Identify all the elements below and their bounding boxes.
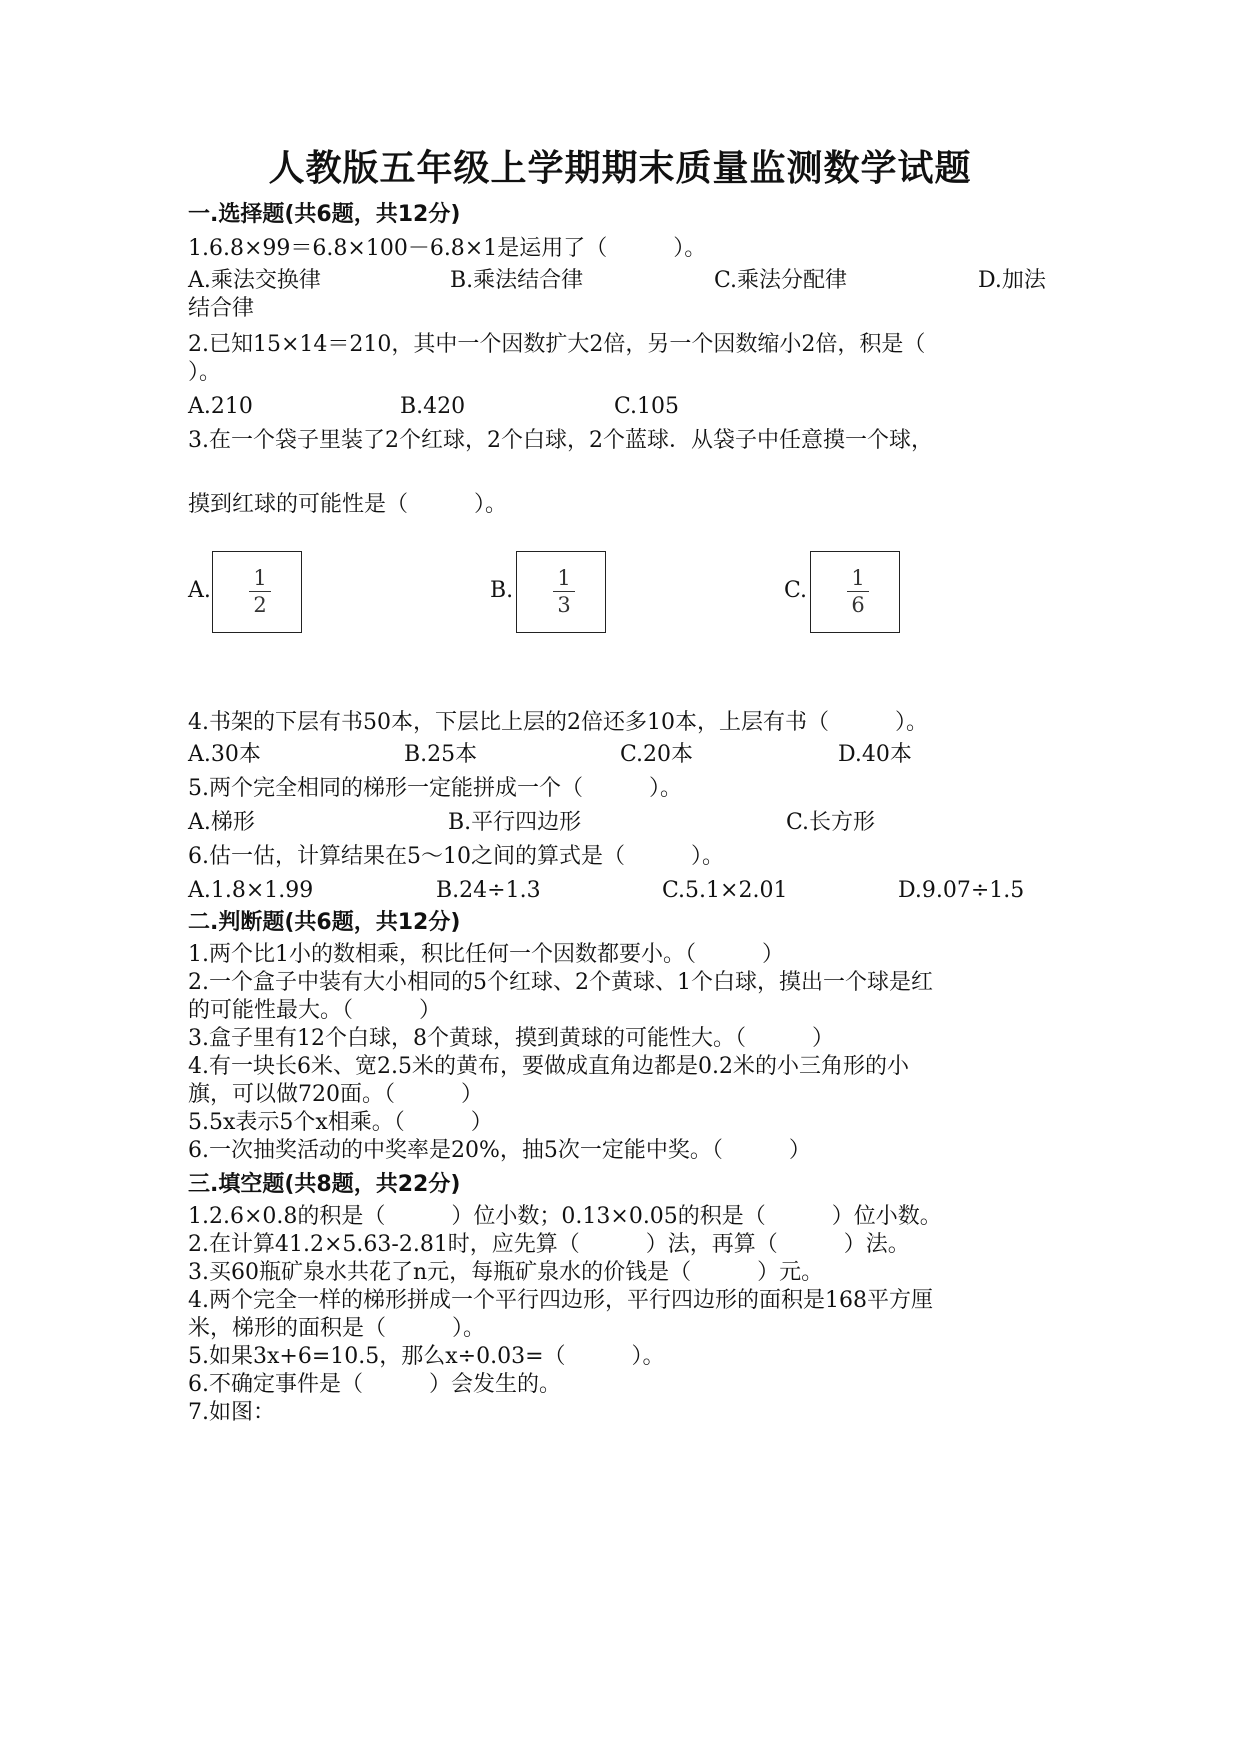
fraction-denominator: 3: [557, 593, 571, 617]
question-4-option-a: A.30本: [188, 742, 261, 767]
fill-line: 3.买60瓶矿泉水共花了n元，每瓶矿泉水的价钱是（ ）元。: [188, 1260, 824, 1285]
section-fill-heading: 三.填空题(共8题，共22分): [188, 1172, 461, 1197]
fraction-numerator: 1: [557, 566, 571, 590]
fraction-denominator: 6: [851, 593, 865, 617]
judge-line: 6.一次抽奖活动的中奖率是20%，抽5次一定能中奖。（ ）: [188, 1138, 811, 1163]
fraction-numerator: 1: [253, 566, 267, 590]
judge-line: 4.有一块长6米、宽2.5米的黄布，要做成直角边都是0.2米的小三角形的小: [188, 1054, 909, 1079]
fraction-one-third: [553, 566, 575, 617]
question-5-option-b: B.平行四边形: [448, 810, 582, 835]
judge-line: 旗，可以做720面。（ ）: [188, 1082, 483, 1107]
question-4-option-d: D.40本: [838, 742, 912, 767]
fraction-numerator: 1: [851, 566, 865, 590]
question-4-option-b: B.25本: [404, 742, 478, 767]
question-6-option-b: B.24÷1.3: [436, 878, 541, 903]
question-3-option-b-box: [516, 551, 606, 633]
question-4-stem: 4.书架的下层有书50本，下层比上层的2倍还多10本，上层有书（ ）。: [188, 710, 928, 735]
question-2-stem-cont: ）。: [188, 360, 222, 385]
question-5-stem: 5.两个完全相同的梯形一定能拼成一个（ ）。: [188, 776, 682, 801]
fill-line: 2.在计算41.2×5.63-2.81时，应先算（ ）法，再算（ ）法。: [188, 1232, 910, 1257]
fill-line: 5.如果3x+6=10.5，那么x÷0.03=（ ）。: [188, 1344, 665, 1369]
fraction-one-sixth: [847, 566, 869, 617]
question-6-stem: 6.估一估，计算结果在5～10之间的算式是（ ）。: [188, 844, 724, 869]
question-2-stem: 2.已知15×14＝210，其中一个因数扩大2倍，另一个因数缩小2倍，积是（: [188, 332, 926, 357]
judge-line: 2.一个盒子中装有大小相同的5个红球、2个黄球、1个白球，摸出一个球是红: [188, 970, 933, 995]
question-1-stem: 1.6.8×99＝6.8×100－6.8×1是运用了（ ）。: [188, 236, 707, 261]
page-title: 人教版五年级上学期期末质量监测数学试题: [268, 148, 972, 189]
fraction-bar: [249, 591, 271, 592]
question-2-option-b: B.420: [400, 394, 466, 419]
question-3-option-a-box: [212, 551, 302, 633]
fraction-bar: [847, 591, 869, 592]
fill-line: 4.两个完全一样的梯形拼成一个平行四边形，平行四边形的面积是168平方厘: [188, 1288, 933, 1313]
section-judge-heading: 二.判断题(共6题，共12分): [188, 910, 461, 935]
question-5-option-a: A.梯形: [188, 810, 255, 835]
judge-line: 5.5x表示5个x相乘。（ ）: [188, 1110, 493, 1135]
fill-line: 6.不确定事件是（ ）会发生的。: [188, 1372, 561, 1397]
section-choice-heading: 一.选择题(共6题，共12分): [188, 202, 461, 227]
question-3-stem-cont: 摸到红球的可能性是（ ）。: [188, 492, 508, 517]
fraction-denominator: 2: [253, 593, 267, 617]
question-2-option-a: A.210: [188, 394, 253, 419]
question-3-option-b-label: B.: [490, 578, 514, 603]
fill-line: 7.如图：: [188, 1400, 275, 1425]
question-2-option-c: C.105: [614, 394, 680, 419]
question-1-option-a: A.乘法交换律: [188, 268, 321, 293]
judge-line: 1.两个比1小的数相乘，积比任何一个因数都要小。（ ）: [188, 942, 784, 967]
question-1-option-c: C.乘法分配律: [714, 268, 848, 293]
fill-line: 米，梯形的面积是（ ）。: [188, 1316, 486, 1341]
question-1-option-b: B.乘法结合律: [450, 268, 584, 293]
question-3-option-a-label: A.: [188, 578, 211, 603]
question-1-option-d: D.加法: [978, 268, 1046, 293]
fraction-bar: [553, 591, 575, 592]
fraction-one-half: [249, 566, 271, 617]
question-1-option-d-cont: 结合律: [188, 296, 255, 321]
question-4-option-c: C.20本: [620, 742, 694, 767]
question-6-option-d: D.9.07÷1.5: [898, 878, 1025, 903]
question-6-option-a: A.1.8×1.99: [188, 878, 314, 903]
question-3-option-c-label: C.: [784, 578, 808, 603]
question-3-stem: 3.在一个袋子里装了2个红球，2个白球，2个蓝球．从袋子中任意摸一个球，: [188, 428, 933, 453]
question-3-option-c-box: [810, 551, 900, 633]
question-6-option-c: C.5.1×2.01: [662, 878, 788, 903]
judge-line: 3.盒子里有12个白球，8个黄球，摸到黄球的可能性大。（ ）: [188, 1026, 834, 1051]
judge-line: 的可能性最大。（ ）: [188, 998, 442, 1023]
question-5-option-c: C.长方形: [786, 810, 876, 835]
fill-line: 1.2.6×0.8的积是（ ）位小数；0.13×0.05的积是（ ）位小数。: [188, 1204, 942, 1229]
